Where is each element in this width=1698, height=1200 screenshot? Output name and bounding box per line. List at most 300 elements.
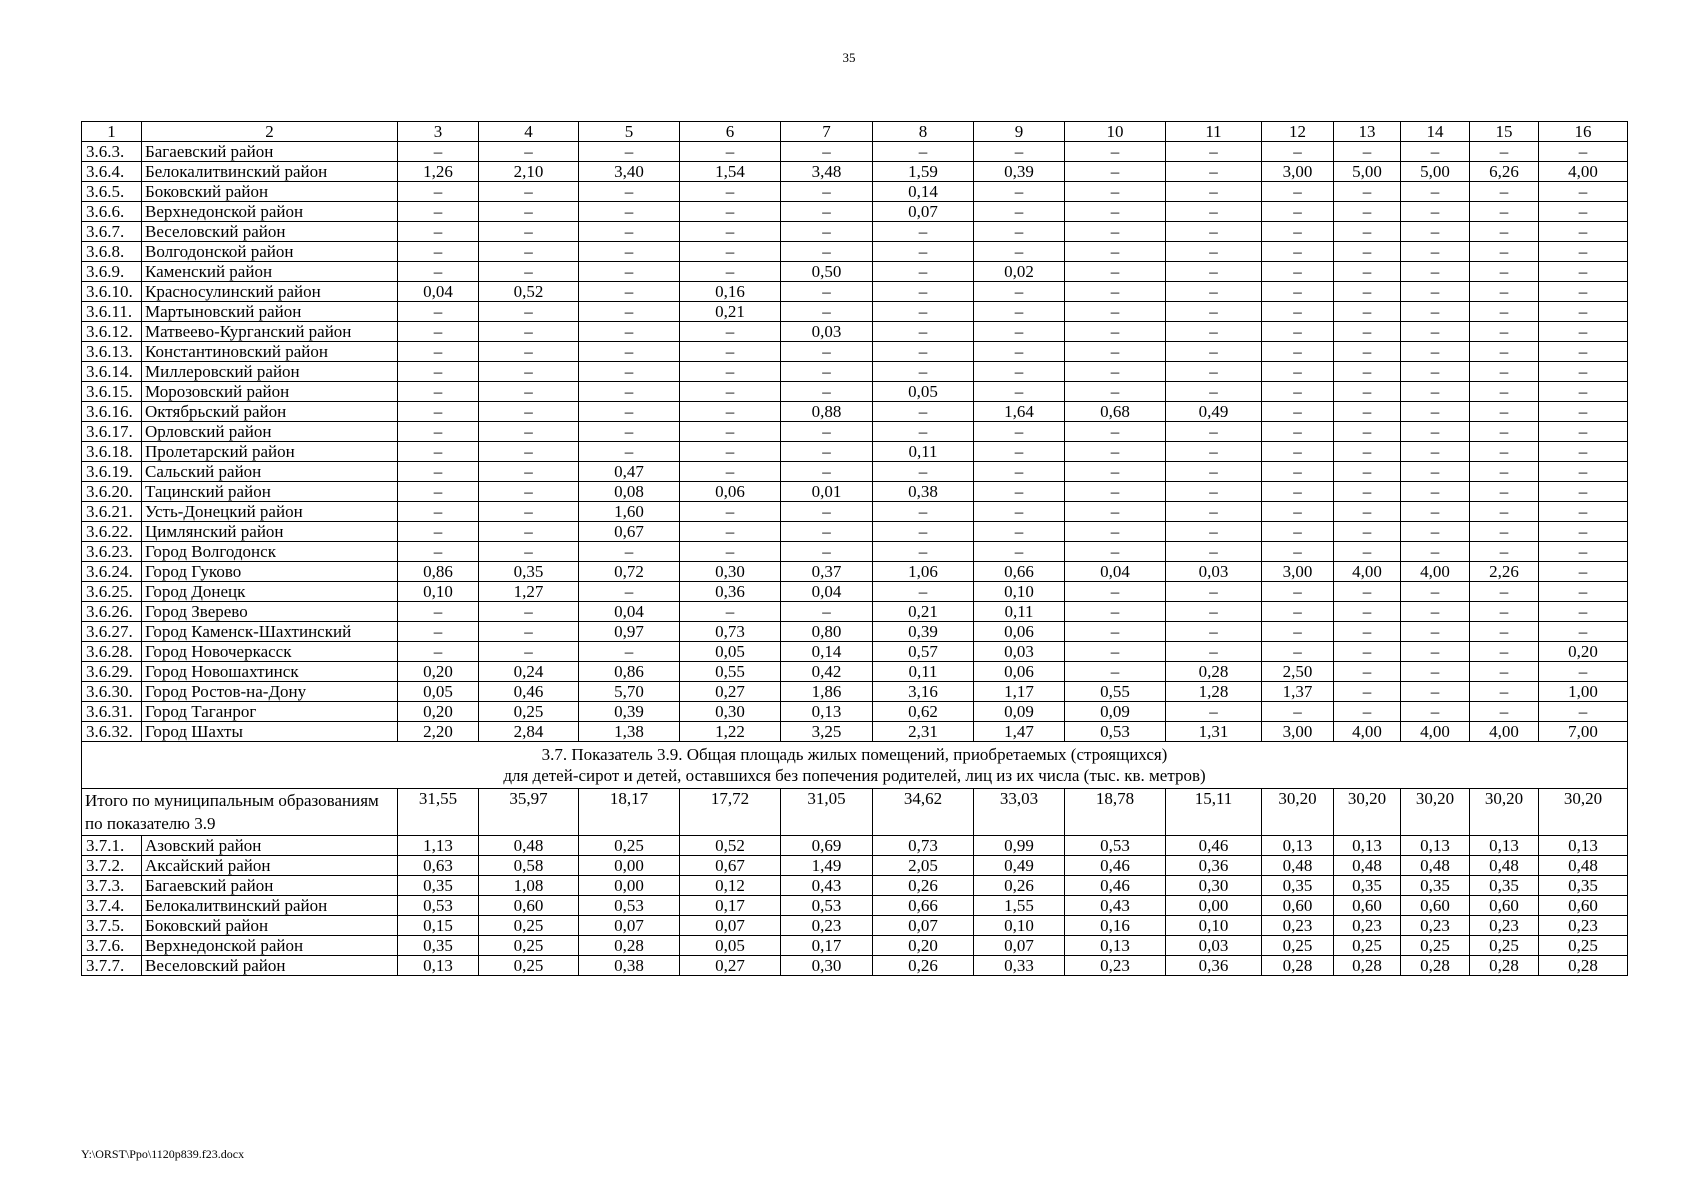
value-cell: 0,39 xyxy=(974,162,1065,182)
value-cell: – xyxy=(1166,602,1262,622)
value-cell: – xyxy=(1470,322,1539,342)
row-number: 3.6.7. xyxy=(82,222,142,242)
value-cell: – xyxy=(479,422,579,442)
table-row xyxy=(82,282,1628,302)
value-cell: – xyxy=(398,262,479,282)
value-cell: – xyxy=(1334,342,1401,362)
value-cell: – xyxy=(781,202,873,222)
value-cell: 7,00 xyxy=(1539,722,1628,742)
row-number: 3.7.5. xyxy=(82,916,142,936)
value-cell: 0,13 xyxy=(1470,836,1539,856)
file-path: Y:\ORST\Ppo\1120p839.f23.docx xyxy=(81,1147,245,1161)
column-number: 1 xyxy=(82,122,142,142)
row-number: 3.6.16. xyxy=(82,402,142,422)
value-cell: 0,26 xyxy=(974,876,1065,896)
value-cell: 3,00 xyxy=(1262,162,1334,182)
column-number-row xyxy=(82,122,1628,142)
row-number: 3.6.19. xyxy=(82,462,142,482)
column-number: 13 xyxy=(1334,122,1401,142)
table-row xyxy=(82,876,1628,896)
value-cell: 1,47 xyxy=(974,722,1065,742)
value-cell: – xyxy=(1470,442,1539,462)
value-cell: – xyxy=(1065,322,1166,342)
value-cell: – xyxy=(1401,682,1470,702)
column-number: 12 xyxy=(1262,122,1334,142)
table-row xyxy=(82,582,1628,602)
municipality-name: Город Новошахтинск xyxy=(142,662,398,682)
value-cell: – xyxy=(974,522,1065,542)
value-cell: 0,35 xyxy=(1470,876,1539,896)
value-cell: – xyxy=(479,442,579,462)
value-cell: – xyxy=(1262,502,1334,522)
value-cell: – xyxy=(1065,642,1166,662)
value-cell: – xyxy=(398,602,479,622)
value-cell: 0,06 xyxy=(974,622,1065,642)
value-cell: – xyxy=(579,382,680,402)
value-cell: – xyxy=(1401,262,1470,282)
column-number: 9 xyxy=(974,122,1065,142)
total-value-cell: 30,20 xyxy=(1539,789,1628,836)
value-cell: 0,30 xyxy=(680,702,781,722)
value-cell: 0,86 xyxy=(398,562,479,582)
row-number: 3.6.29. xyxy=(82,662,142,682)
value-cell: – xyxy=(1262,702,1334,722)
value-cell: 0,09 xyxy=(1065,702,1166,722)
value-cell: – xyxy=(1539,562,1628,582)
value-cell: – xyxy=(974,502,1065,522)
value-cell: – xyxy=(781,502,873,522)
value-cell: 0,06 xyxy=(974,662,1065,682)
municipality-name: Город Зверево xyxy=(142,602,398,622)
value-cell: – xyxy=(1539,182,1628,202)
value-cell: 0,04 xyxy=(1065,562,1166,582)
value-cell: – xyxy=(1166,302,1262,322)
table-row xyxy=(82,642,1628,662)
value-cell: – xyxy=(873,502,974,522)
value-cell: 1,37 xyxy=(1262,682,1334,702)
value-cell: – xyxy=(1539,622,1628,642)
value-cell: 0,60 xyxy=(1262,896,1334,916)
value-cell: – xyxy=(781,522,873,542)
value-cell: 0,13 xyxy=(398,956,479,976)
value-cell: 0,46 xyxy=(1166,836,1262,856)
row-number: 3.6.24. xyxy=(82,562,142,582)
value-cell: – xyxy=(1334,622,1401,642)
value-cell: – xyxy=(1539,142,1628,162)
value-cell: – xyxy=(1334,582,1401,602)
value-cell: 0,13 xyxy=(1401,836,1470,856)
value-cell: – xyxy=(1065,382,1166,402)
value-cell: – xyxy=(1166,322,1262,342)
value-cell: – xyxy=(1334,662,1401,682)
value-cell: – xyxy=(1166,482,1262,502)
value-cell: – xyxy=(1166,382,1262,402)
municipality-name: Волгодонской район xyxy=(142,242,398,262)
value-cell: 0,62 xyxy=(873,702,974,722)
value-cell: – xyxy=(479,602,579,622)
value-cell: – xyxy=(1065,482,1166,502)
total-value-cell: 30,20 xyxy=(1401,789,1470,836)
value-cell: – xyxy=(1539,282,1628,302)
value-cell: – xyxy=(1334,462,1401,482)
value-cell: – xyxy=(1539,242,1628,262)
municipality-name: Цимлянский район xyxy=(142,522,398,542)
value-cell: – xyxy=(781,302,873,322)
value-cell: 0,35 xyxy=(398,936,479,956)
value-cell: – xyxy=(680,322,781,342)
value-cell: – xyxy=(1470,462,1539,482)
table-row xyxy=(82,222,1628,242)
table-row xyxy=(82,522,1628,542)
value-cell: – xyxy=(1401,662,1470,682)
table-row xyxy=(82,562,1628,582)
municipality-name: Орловский район xyxy=(142,422,398,442)
row-number: 3.7.6. xyxy=(82,936,142,956)
value-cell: – xyxy=(1334,482,1401,502)
value-cell: – xyxy=(680,262,781,282)
value-cell: – xyxy=(579,542,680,562)
value-cell: 2,10 xyxy=(479,162,579,182)
value-cell: – xyxy=(579,222,680,242)
table-row xyxy=(82,362,1628,382)
row-number: 3.6.21. xyxy=(82,502,142,522)
row-number: 3.6.11. xyxy=(82,302,142,322)
value-cell: – xyxy=(680,602,781,622)
value-cell: 0,13 xyxy=(1065,936,1166,956)
value-cell: – xyxy=(781,142,873,162)
value-cell: 0,25 xyxy=(1334,936,1401,956)
value-cell: 0,13 xyxy=(1539,836,1628,856)
value-cell: – xyxy=(680,182,781,202)
value-cell: 0,60 xyxy=(479,896,579,916)
value-cell: – xyxy=(680,422,781,442)
value-cell: – xyxy=(398,422,479,442)
value-cell: 0,25 xyxy=(479,702,579,722)
value-cell: – xyxy=(1470,182,1539,202)
value-cell: 0,12 xyxy=(680,876,781,896)
value-cell: – xyxy=(781,222,873,242)
value-cell: 0,06 xyxy=(680,482,781,502)
row-number: 3.6.10. xyxy=(82,282,142,302)
value-cell: 0,53 xyxy=(1065,722,1166,742)
value-cell: – xyxy=(398,302,479,322)
value-cell: 5,70 xyxy=(579,682,680,702)
value-cell: 1,06 xyxy=(873,562,974,582)
value-cell: – xyxy=(1334,422,1401,442)
column-number: 10 xyxy=(1065,122,1166,142)
value-cell: 0,33 xyxy=(974,956,1065,976)
value-cell: 0,05 xyxy=(680,642,781,662)
value-cell: – xyxy=(1166,442,1262,462)
value-cell: 6,26 xyxy=(1470,162,1539,182)
value-cell: – xyxy=(1539,582,1628,602)
value-cell: – xyxy=(1539,522,1628,542)
value-cell: 0,21 xyxy=(680,302,781,322)
municipality-name: Боковский район xyxy=(142,916,398,936)
value-cell: – xyxy=(1539,402,1628,422)
value-cell: – xyxy=(974,202,1065,222)
value-cell: – xyxy=(1166,182,1262,202)
value-cell: 5,00 xyxy=(1334,162,1401,182)
value-cell: – xyxy=(579,342,680,362)
value-cell: 0,17 xyxy=(680,896,781,916)
value-cell: 0,11 xyxy=(873,442,974,462)
value-cell: 0,48 xyxy=(1470,856,1539,876)
value-cell: 1,27 xyxy=(479,582,579,602)
table-row xyxy=(82,462,1628,482)
value-cell: 0,48 xyxy=(1539,856,1628,876)
column-number: 7 xyxy=(781,122,873,142)
value-cell: – xyxy=(1334,522,1401,542)
value-cell: 0,05 xyxy=(873,382,974,402)
municipality-name: Город Донецк xyxy=(142,582,398,602)
municipality-name: Сальский район xyxy=(142,462,398,482)
table-row xyxy=(82,602,1628,622)
total-value-cell: 33,03 xyxy=(974,789,1065,836)
municipality-name: Белокалитвинский район xyxy=(142,162,398,182)
value-cell: 0,37 xyxy=(781,562,873,582)
value-cell: – xyxy=(1065,342,1166,362)
column-number: 16 xyxy=(1539,122,1628,142)
value-cell: 0,13 xyxy=(1262,836,1334,856)
row-number: 3.6.31. xyxy=(82,702,142,722)
table-row xyxy=(82,302,1628,322)
table-row xyxy=(82,682,1628,702)
row-number: 3.6.14. xyxy=(82,362,142,382)
value-cell: – xyxy=(873,542,974,562)
value-cell: 0,39 xyxy=(579,702,680,722)
value-cell: – xyxy=(974,242,1065,262)
value-cell: 0,25 xyxy=(479,916,579,936)
value-cell: 0,66 xyxy=(873,896,974,916)
value-cell: 0,13 xyxy=(1334,836,1401,856)
value-cell: 0,23 xyxy=(1262,916,1334,936)
value-cell: – xyxy=(1539,342,1628,362)
table-row xyxy=(82,856,1628,876)
value-cell: 3,25 xyxy=(781,722,873,742)
value-cell: – xyxy=(1334,642,1401,662)
value-cell: 0,26 xyxy=(873,956,974,976)
value-cell: – xyxy=(974,442,1065,462)
value-cell: 1,60 xyxy=(579,502,680,522)
value-cell: 0,49 xyxy=(1166,402,1262,422)
value-cell: – xyxy=(1470,242,1539,262)
total-value-cell: 30,20 xyxy=(1262,789,1334,836)
row-number: 3.6.22. xyxy=(82,522,142,542)
value-cell: – xyxy=(781,182,873,202)
value-cell: 0,68 xyxy=(1065,402,1166,422)
value-cell: 3,40 xyxy=(579,162,680,182)
value-cell: – xyxy=(1166,202,1262,222)
value-cell: – xyxy=(680,242,781,262)
value-cell: – xyxy=(398,482,479,502)
value-cell: 0,28 xyxy=(1334,956,1401,976)
value-cell: – xyxy=(873,402,974,422)
value-cell: – xyxy=(398,462,479,482)
table-row xyxy=(82,422,1628,442)
value-cell: – xyxy=(579,182,680,202)
value-cell: – xyxy=(398,622,479,642)
value-cell: – xyxy=(680,462,781,482)
municipality-name: Матвеево-Курганский район xyxy=(142,322,398,342)
value-cell: 0,10 xyxy=(398,582,479,602)
value-cell: 0,07 xyxy=(579,916,680,936)
value-cell: – xyxy=(1166,502,1262,522)
value-cell: – xyxy=(1334,382,1401,402)
value-cell: – xyxy=(398,322,479,342)
value-cell: 0,00 xyxy=(579,876,680,896)
value-cell: – xyxy=(579,142,680,162)
value-cell: – xyxy=(1401,222,1470,242)
value-cell: 0,28 xyxy=(1401,956,1470,976)
value-cell: 0,20 xyxy=(398,702,479,722)
value-cell: – xyxy=(1401,502,1470,522)
table-row xyxy=(82,542,1628,562)
column-number: 15 xyxy=(1470,122,1539,142)
value-cell: – xyxy=(1065,602,1166,622)
value-cell: 0,25 xyxy=(1470,936,1539,956)
value-cell: – xyxy=(479,382,579,402)
value-cell: – xyxy=(579,582,680,602)
table-row xyxy=(82,442,1628,462)
value-cell: – xyxy=(1262,262,1334,282)
value-cell: – xyxy=(398,362,479,382)
value-cell: 0,14 xyxy=(781,642,873,662)
value-cell: 0,67 xyxy=(680,856,781,876)
value-cell: – xyxy=(1334,702,1401,722)
value-cell: 0,16 xyxy=(1065,916,1166,936)
value-cell: – xyxy=(1065,262,1166,282)
municipality-name: Веселовский район xyxy=(142,222,398,242)
value-cell: – xyxy=(1166,362,1262,382)
value-cell: 0,07 xyxy=(873,916,974,936)
value-cell: 0,23 xyxy=(1470,916,1539,936)
value-cell: – xyxy=(1470,542,1539,562)
value-cell: 0,58 xyxy=(479,856,579,876)
row-number: 3.6.30. xyxy=(82,682,142,702)
municipality-name: Верхнедонской район xyxy=(142,202,398,222)
table-row xyxy=(82,202,1628,222)
table-row xyxy=(82,936,1628,956)
value-cell: 4,00 xyxy=(1401,562,1470,582)
value-cell: 0,28 xyxy=(1539,956,1628,976)
value-cell: 0,38 xyxy=(579,956,680,976)
value-cell: 0,48 xyxy=(1334,856,1401,876)
municipality-name: Город Новочеркасск xyxy=(142,642,398,662)
value-cell: 0,05 xyxy=(398,682,479,702)
value-cell: – xyxy=(1334,442,1401,462)
value-cell: – xyxy=(1539,322,1628,342)
value-cell: – xyxy=(579,202,680,222)
value-cell: – xyxy=(1470,302,1539,322)
table-row xyxy=(82,502,1628,522)
value-cell: 0,63 xyxy=(398,856,479,876)
value-cell: – xyxy=(1470,282,1539,302)
value-cell: – xyxy=(1470,642,1539,662)
value-cell: – xyxy=(1166,582,1262,602)
total-value-cell: 17,72 xyxy=(680,789,781,836)
value-cell: – xyxy=(1401,342,1470,362)
value-cell: – xyxy=(398,382,479,402)
value-cell: – xyxy=(479,342,579,362)
column-number: 11 xyxy=(1166,122,1262,142)
value-cell: – xyxy=(873,282,974,302)
value-cell: 1,13 xyxy=(398,836,479,856)
value-cell: 0,03 xyxy=(974,642,1065,662)
value-cell: – xyxy=(1334,322,1401,342)
value-cell: 0,27 xyxy=(680,956,781,976)
municipality-name: Аксайский район xyxy=(142,856,398,876)
value-cell: 2,84 xyxy=(479,722,579,742)
value-cell: 1,28 xyxy=(1166,682,1262,702)
value-cell: 0,73 xyxy=(680,622,781,642)
value-cell: – xyxy=(1539,262,1628,282)
value-cell: – xyxy=(1262,582,1334,602)
value-cell: – xyxy=(579,642,680,662)
value-cell: – xyxy=(1539,362,1628,382)
value-cell: – xyxy=(1401,242,1470,262)
value-cell: – xyxy=(873,142,974,162)
value-cell: 0,47 xyxy=(579,462,680,482)
value-cell: – xyxy=(1470,582,1539,602)
value-cell: – xyxy=(781,422,873,442)
value-cell: – xyxy=(1065,202,1166,222)
value-cell: – xyxy=(1334,302,1401,322)
value-cell: – xyxy=(1065,542,1166,562)
value-cell: – xyxy=(1262,642,1334,662)
municipality-name: Город Ростов-на-Дону xyxy=(142,682,398,702)
value-cell: 0,02 xyxy=(974,262,1065,282)
row-number: 3.6.5. xyxy=(82,182,142,202)
value-cell: – xyxy=(781,342,873,362)
value-cell: 0,07 xyxy=(680,916,781,936)
value-cell: – xyxy=(1539,422,1628,442)
value-cell: – xyxy=(1065,302,1166,322)
value-cell: 0,20 xyxy=(1539,642,1628,662)
value-cell: – xyxy=(479,502,579,522)
total-value-cell: 31,05 xyxy=(781,789,873,836)
municipality-name: Красносулинский район xyxy=(142,282,398,302)
value-cell: – xyxy=(781,442,873,462)
value-cell: – xyxy=(1470,622,1539,642)
value-cell: – xyxy=(873,422,974,442)
value-cell: – xyxy=(1334,222,1401,242)
value-cell: – xyxy=(479,262,579,282)
value-cell: – xyxy=(1262,622,1334,642)
value-cell: – xyxy=(1539,702,1628,722)
value-cell: 0,66 xyxy=(974,562,1065,582)
indicator-table xyxy=(81,121,1628,976)
value-cell: – xyxy=(1262,302,1334,322)
value-cell: – xyxy=(479,542,579,562)
value-cell: – xyxy=(398,402,479,422)
value-cell: – xyxy=(1401,422,1470,442)
value-cell: 0,09 xyxy=(974,702,1065,722)
value-cell: 0,07 xyxy=(873,202,974,222)
value-cell: 1,38 xyxy=(579,722,680,742)
value-cell: – xyxy=(1470,362,1539,382)
value-cell: – xyxy=(479,402,579,422)
value-cell: – xyxy=(579,242,680,262)
value-cell: – xyxy=(479,302,579,322)
value-cell: 0,30 xyxy=(781,956,873,976)
value-cell: – xyxy=(579,302,680,322)
table-row xyxy=(82,722,1628,742)
table-row xyxy=(82,162,1628,182)
value-cell: – xyxy=(398,342,479,362)
value-cell: – xyxy=(1470,202,1539,222)
value-cell: 1,59 xyxy=(873,162,974,182)
